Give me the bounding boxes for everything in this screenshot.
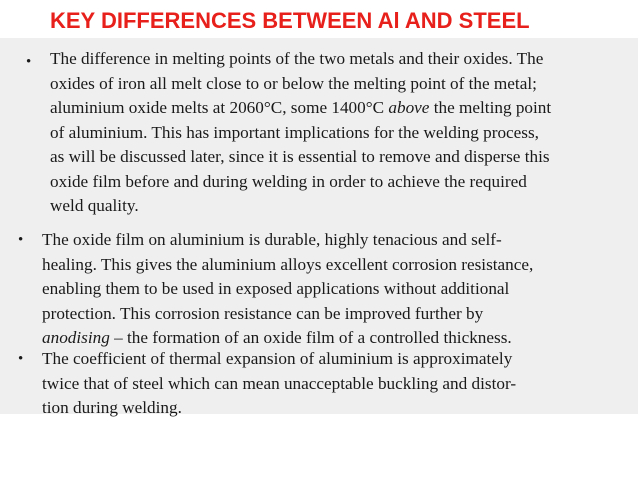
emphasis-anodising: anodising — [42, 328, 110, 347]
bullet-melting-points — [50, 47, 618, 219]
bullet-thermal-expansion — [42, 347, 628, 421]
text-line: oxides of iron all melt close to or below the melting point of the metal; — [50, 73, 537, 93]
text-line: aluminium oxide melts at 2060°C, some 1400°C above the melting point — [50, 98, 552, 117]
bullet-marker: • — [18, 351, 24, 367]
text-line: enabling them to be used in exposed applications without additional — [42, 279, 510, 298]
text-line: The coefficient of thermal expansion of aluminium is approximately — [42, 349, 513, 368]
bullet-marker: • — [26, 54, 32, 70]
text-line: of aluminium. This has important implications for the welding process, — [50, 122, 539, 142]
bullet-marker: • — [18, 232, 24, 248]
text-line: The difference in melting points of the two metals and their oxides. The — [50, 49, 544, 68]
text-line: anodising – the formation of an oxide film of a controlled thickness. — [42, 328, 512, 347]
slide-title: KEY DIFFERENCES BETWEEN Al AND STEEL — [50, 8, 530, 33]
bullet-oxide-film — [42, 228, 628, 351]
text-line: The oxide film on aluminium is durable, highly tenacious and self- — [42, 230, 502, 249]
text-line: tion during welding. — [42, 398, 182, 417]
text-line: twice that of steel which can mean unacceptable buckling and distor- — [42, 373, 517, 393]
text-line: weld quality. — [50, 196, 139, 215]
emphasis-above: above — [388, 98, 430, 117]
text-line: as will be discussed later, since it is essential to remove and disperse this — [50, 147, 550, 166]
text-line: protection. This corrosion resistance can be improved further by — [42, 303, 484, 323]
text-line: oxide film before and during welding in order to achieve the required — [50, 171, 527, 191]
text-line: healing. This gives the aluminium alloys excellent corrosion resistance, — [42, 254, 534, 274]
